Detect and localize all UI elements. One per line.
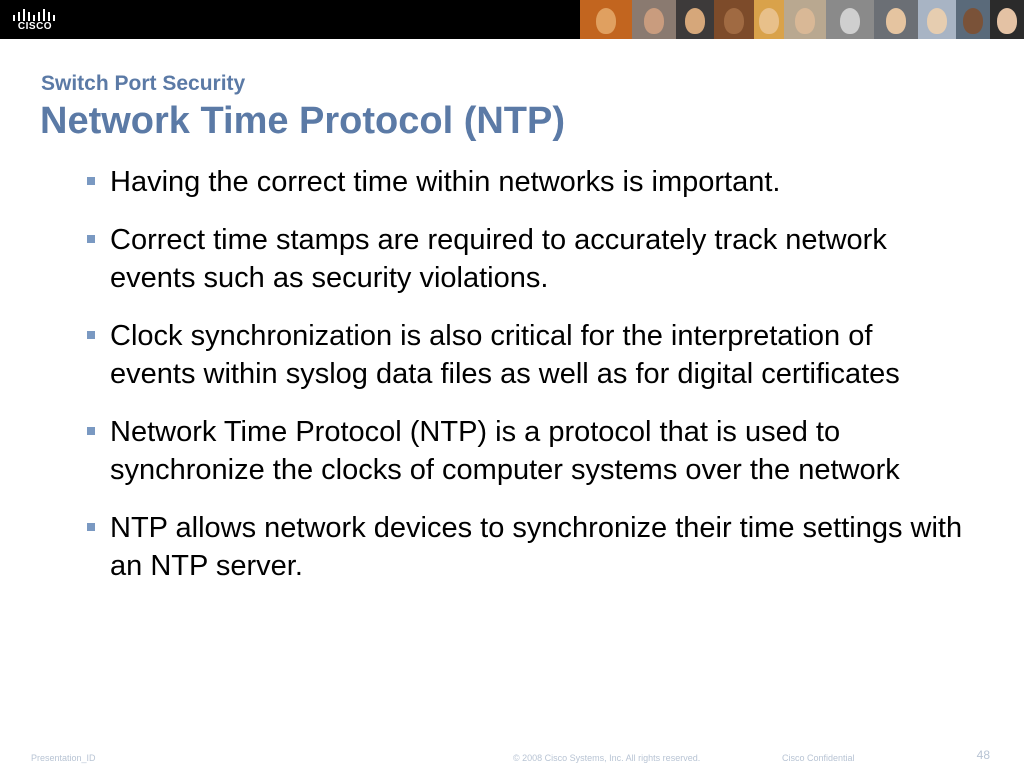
header-photo (990, 0, 1024, 39)
person-photo-icon (963, 8, 983, 34)
footer-copyright: © 2008 Cisco Systems, Inc. All rights reserved. (513, 753, 701, 763)
footer-confidential: Cisco Confidential (782, 753, 855, 763)
slide-title: Network Time Protocol (NTP) (40, 100, 566, 142)
cisco-logo (10, 5, 60, 35)
header-photo (580, 0, 632, 39)
header-photo (826, 0, 874, 39)
bullet-text: Correct time stamps are required to accurately track network events such as security violations. (110, 223, 887, 294)
bullet-list (84, 163, 964, 605)
square-bullet-icon (87, 331, 95, 339)
person-photo-icon (759, 8, 779, 34)
person-photo-icon (997, 8, 1017, 34)
person-photo-icon (685, 8, 705, 34)
bullet-item (84, 509, 964, 586)
bullet-text: Network Time Protocol (NTP) is a protocol that is used to synchronize the clocks of computer systems over the network (110, 415, 900, 486)
square-bullet-icon (87, 235, 95, 243)
header-photo (632, 0, 676, 39)
header-photo (784, 0, 826, 39)
cisco-logo-bars-icon (12, 7, 58, 21)
bullet-item (84, 163, 964, 202)
header-photo (956, 0, 990, 39)
bullet-text: Clock synchronization is also critical for the interpretation of events within syslog data files as well as for digital certificates (110, 319, 900, 390)
person-photo-icon (644, 8, 664, 34)
header-photo (714, 0, 754, 39)
bullet-item (84, 221, 964, 298)
top-banner (0, 0, 1024, 39)
person-photo-icon (927, 8, 947, 34)
bullet-text: Having the correct time within networks is important. (110, 166, 781, 198)
bullet-item (84, 317, 964, 394)
header-photo (676, 0, 714, 39)
footer-presentation-id: Presentation_ID (31, 753, 96, 763)
bullet-item (84, 413, 964, 490)
slide-subtitle: Switch Port Security (41, 72, 246, 95)
header-photo (918, 0, 956, 39)
person-photo-icon (886, 8, 906, 34)
header-photo (874, 0, 918, 39)
header-photo-strip (580, 0, 1024, 39)
square-bullet-icon (87, 523, 95, 531)
bullet-text: NTP allows network devices to synchronize their time settings with an NTP server. (110, 511, 963, 582)
page-number: 48 (976, 748, 990, 762)
square-bullet-icon (87, 427, 95, 435)
header-photo (754, 0, 784, 39)
cisco-logo-text: CISCO (17, 21, 53, 32)
square-bullet-icon (87, 177, 95, 185)
person-photo-icon (596, 8, 616, 34)
person-photo-icon (724, 8, 744, 34)
person-photo-icon (840, 8, 860, 34)
person-photo-icon (795, 8, 815, 34)
